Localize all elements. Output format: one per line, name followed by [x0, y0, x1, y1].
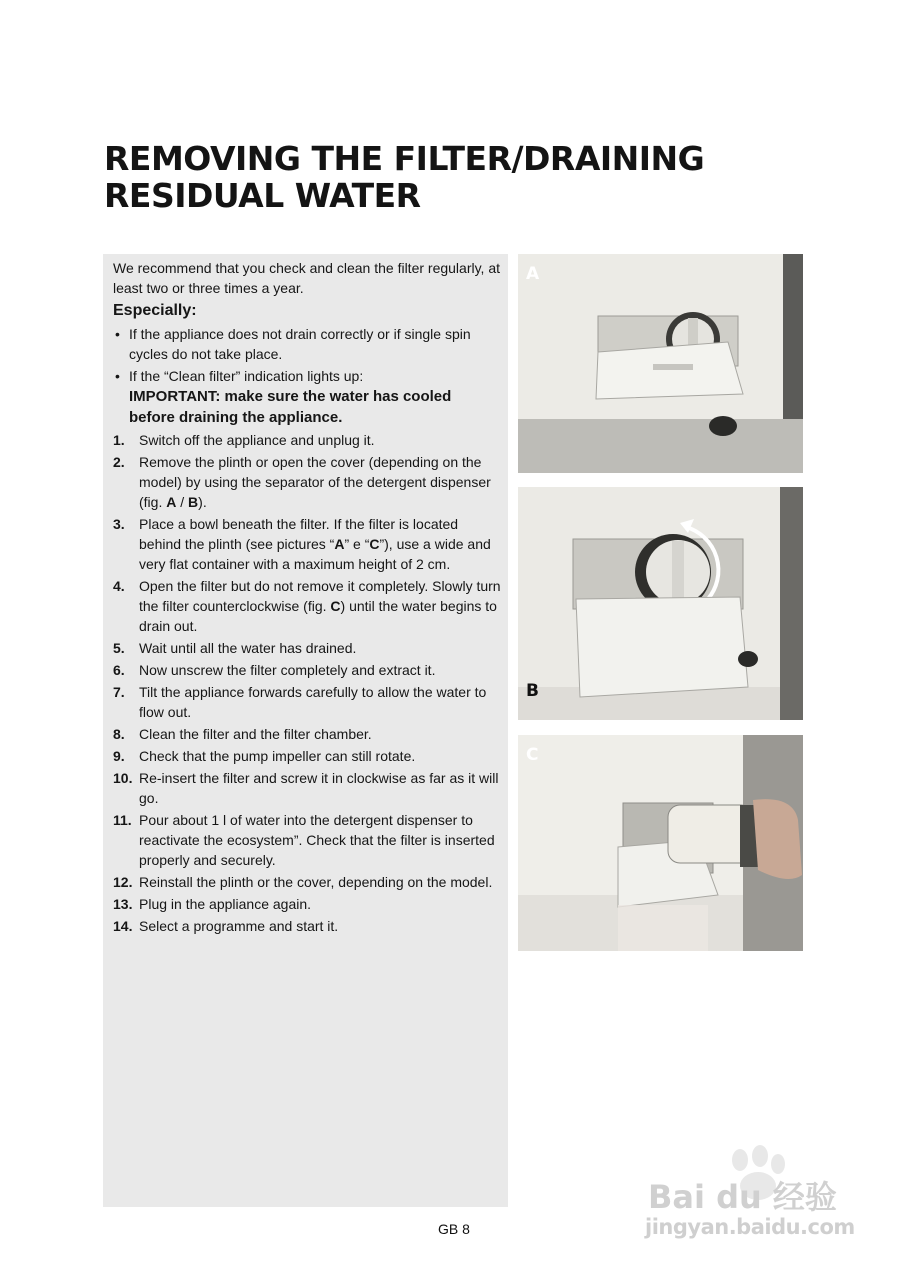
condition-list — [113, 324, 501, 428]
washer-filter-cover-open-image — [518, 487, 803, 720]
step-number: 4. — [113, 578, 125, 594]
step-text-end: ) until the water begins to drain out. — [139, 598, 497, 634]
step-item — [113, 682, 501, 722]
step-item — [113, 872, 501, 892]
step-text-end: ). — [198, 494, 207, 510]
page-number: GB 8 — [438, 1221, 470, 1237]
step-text: Place a bowl beneath the filter. If the filter is located behind the plinth (see pictures “ — [139, 516, 459, 552]
washer-filter-cover-closed-image — [518, 254, 803, 473]
step-text-separator: / — [176, 494, 189, 510]
page-title — [104, 140, 824, 214]
figure-ref: C — [330, 598, 341, 614]
step-item — [113, 514, 501, 574]
step-item — [113, 746, 501, 766]
step-item — [113, 638, 501, 658]
figure-ref: C — [369, 536, 380, 552]
step-number: 11. — [113, 812, 132, 828]
step-item — [113, 916, 501, 936]
step-number: 1. — [113, 432, 125, 448]
list-item — [113, 324, 501, 364]
page-title-line-2: RESIDUAL WATER — [104, 176, 421, 215]
step-number: 2. — [113, 454, 125, 470]
step-number: 6. — [113, 662, 125, 678]
step-item — [113, 660, 501, 680]
step-number: 14. — [113, 918, 133, 934]
step-list — [113, 430, 501, 936]
step-item — [113, 810, 501, 870]
watermark-brand: Bai du 经验 — [648, 1178, 837, 1216]
step-text: Now unscrew the filter completely and extract it. — [139, 662, 436, 678]
step-item — [113, 430, 501, 450]
step-item — [113, 724, 501, 744]
step-item — [113, 576, 501, 636]
filter-removal-image — [518, 735, 803, 951]
figure-b-label: B — [526, 681, 539, 701]
step-text: Re-insert the filter and screw it in clockwise as far as it will go. — [139, 770, 499, 806]
step-text: Plug in the appliance again. — [139, 896, 312, 912]
step-text: Reinstall the plinth or the cover, depending on the model. — [139, 874, 493, 890]
step-item — [113, 768, 501, 808]
step-number: 13. — [113, 896, 133, 912]
page-title-line-1: REMOVING THE FILTER/DRAINING — [104, 139, 705, 178]
figure-ref: A — [334, 536, 345, 552]
step-number: 8. — [113, 726, 125, 742]
especially-heading: Especially: — [113, 302, 197, 319]
step-text: Switch off the appliance and unplug it. — [139, 432, 375, 448]
step-number: 3. — [113, 516, 125, 532]
step-text: Clean the filter and the filter chamber. — [139, 726, 372, 742]
step-text-end: ”), use a wide and very flat container with a maximum height of 2 cm. — [139, 536, 491, 572]
figure-ref: A — [166, 494, 177, 510]
intro-text: We recommend that you check and clean the filter regularly, at least two or three times a year. — [113, 260, 501, 296]
step-number: 12. — [113, 874, 133, 890]
step-text: Remove the plinth or open the cover (depending on the model) by using the separator of the detergent dispenser (fig. — [139, 454, 491, 510]
step-text: Wait until all the water has drained. — [139, 640, 357, 656]
watermark-url: jingyan.baidu.com — [645, 1215, 855, 1239]
step-text: Select a programme and start it. — [139, 918, 339, 934]
step-number: 5. — [113, 640, 125, 656]
bullet-icon: • — [115, 326, 120, 342]
bullet-icon: • — [115, 368, 120, 384]
figure-c-photo — [518, 735, 803, 951]
figure-a-photo — [518, 254, 803, 473]
figure-c-label: C — [526, 745, 539, 765]
bullet-text: If the “Clean filter” indication lights up: — [129, 368, 364, 384]
step-item — [113, 894, 501, 914]
step-text: Pour about 1 l of water into the detergent dispenser to reactivate the ecosystem”. Check that the filter is inserted properly and securely. — [139, 812, 495, 868]
step-text: Check that the pump impeller can still rotate. — [139, 748, 416, 764]
step-text: Tilt the appliance forwards carefully to allow the water to flow out. — [139, 684, 487, 720]
step-text: Open the filter but do not remove it completely. Slowly turn the filter counterclockwise (fig. — [139, 578, 501, 614]
step-number: 10. — [113, 770, 133, 786]
figure-a-label: A — [526, 264, 540, 284]
figure-b-photo — [518, 487, 803, 720]
list-item — [113, 366, 501, 428]
instructions-content — [113, 258, 501, 938]
step-text-separator: ” e “ — [344, 536, 370, 552]
step-number: 9. — [113, 748, 125, 764]
figure-ref: B — [188, 494, 199, 510]
important-warning: IMPORTANT: make sure the water has cooled before draining the appliance. — [129, 388, 452, 426]
step-number: 7. — [113, 684, 125, 700]
bullet-text: If the appliance does not drain correctly or if single spin cycles do not take place. — [129, 326, 471, 362]
step-item — [113, 452, 501, 512]
